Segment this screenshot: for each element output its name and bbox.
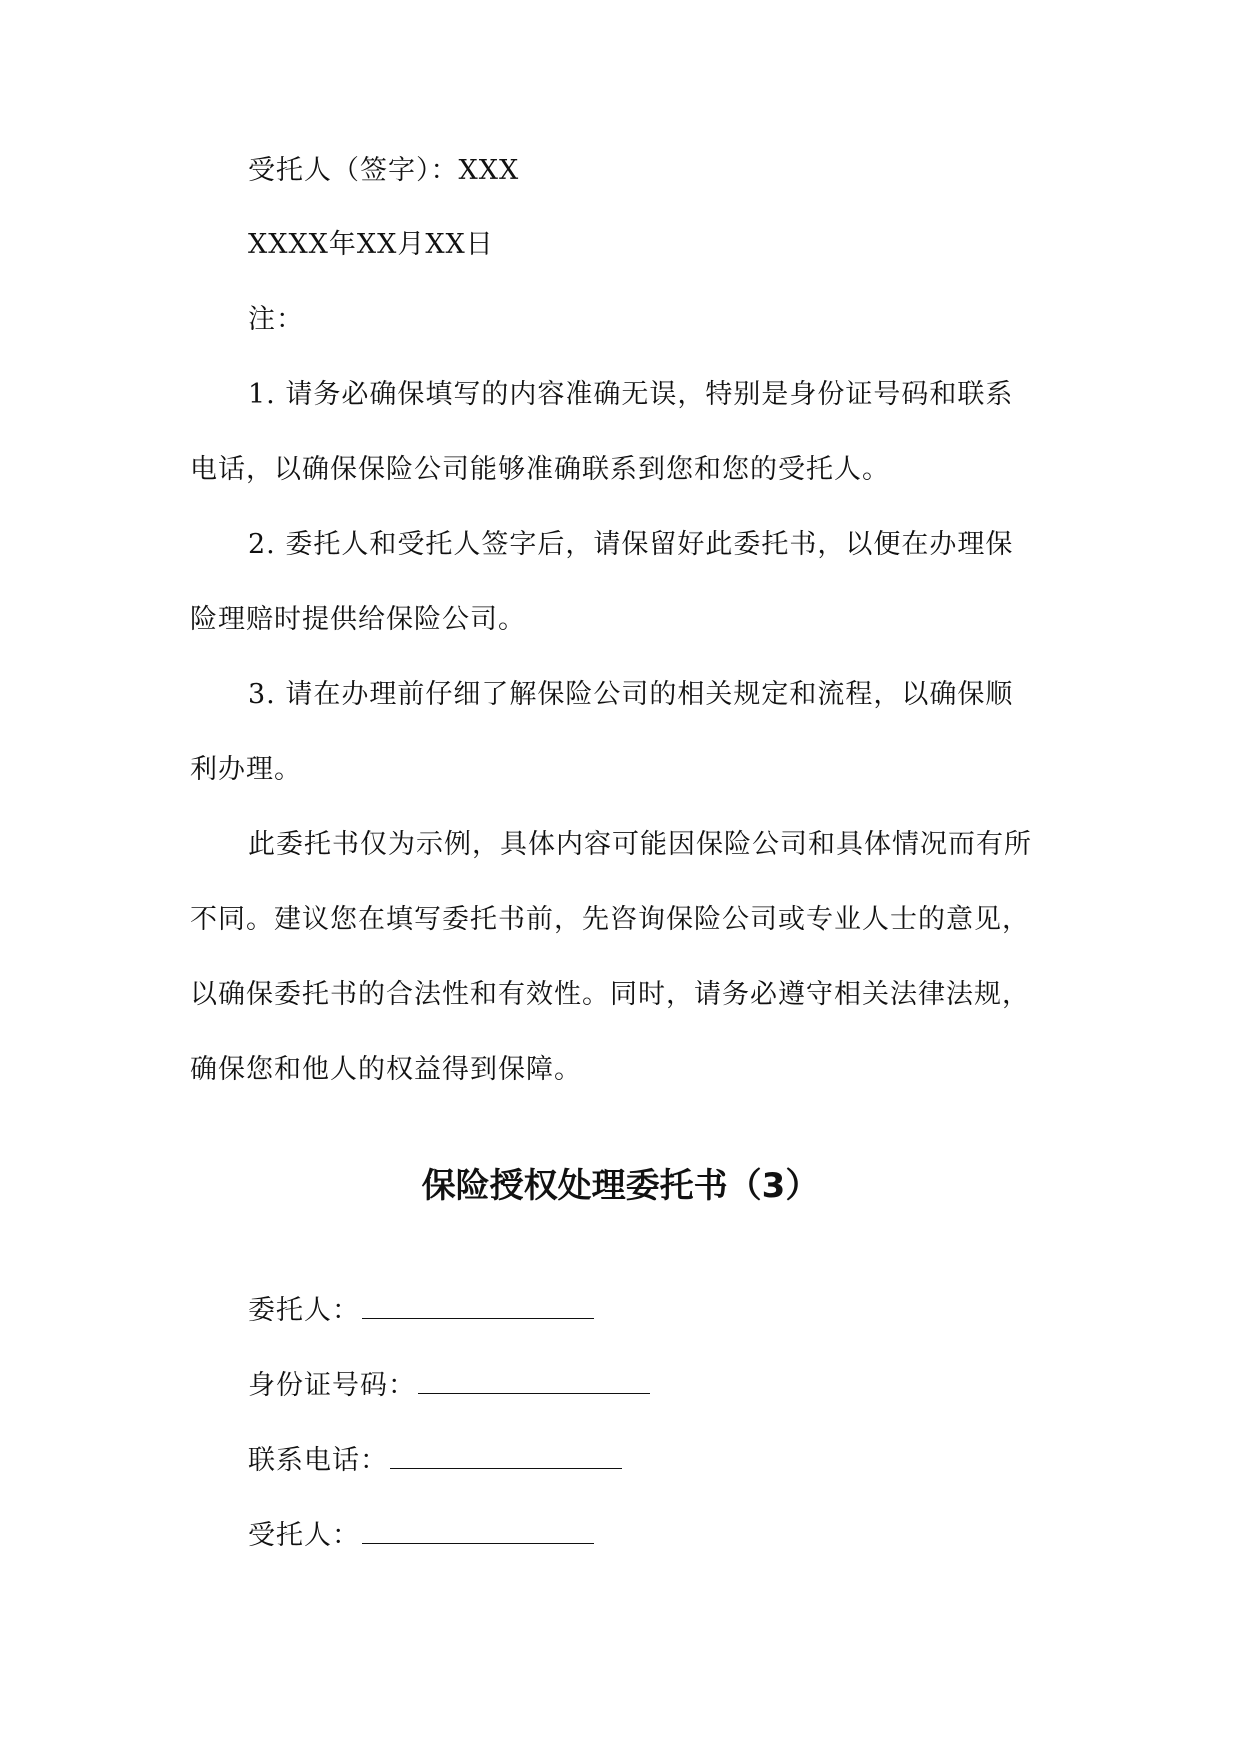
phone-field: [248, 1444, 622, 1478]
trustee-blank[interactable]: [362, 1519, 594, 1544]
principal-label: 委托人：: [248, 1295, 360, 1326]
disclaimer-line-3: 以确保委托书的合法性和有效性。同时，请务必遵守相关法律法规，: [190, 979, 1030, 1010]
id-number-blank[interactable]: [418, 1369, 650, 1394]
phone-label: 联系电话：: [248, 1445, 388, 1476]
disclaimer-line-1: 此委托书仅为示例，具体内容可能因保险公司和具体情况而有所: [248, 829, 1032, 860]
trustee-signature-line: 受托人（签字）：XXX: [248, 155, 520, 186]
id-number-field: [248, 1369, 650, 1403]
id-number-label: 身份证号码：: [248, 1370, 416, 1401]
principal-field: [248, 1294, 594, 1328]
note-3-line-2: 利办理。: [190, 754, 302, 785]
disclaimer-line-4: 确保您和他人的权益得到保障。: [190, 1054, 582, 1085]
principal-blank[interactable]: [362, 1294, 594, 1319]
note-1-line-2: 电话，以确保保险公司能够准确联系到您和您的受托人。: [190, 454, 890, 485]
note-label: 注：: [248, 304, 304, 335]
date-line: XXXX年XX月XX日: [248, 229, 494, 260]
disclaimer-line-2: 不同。建议您在填写委托书前，先咨询保险公司或专业人士的意见，: [190, 904, 1030, 935]
trustee-field: [248, 1519, 594, 1553]
section-title: 保险授权处理委托书（3）: [421, 1166, 820, 1206]
note-2-line-2: 险理赔时提供给保险公司。: [190, 604, 526, 635]
note-1-line-1: 1. 请务必确保填写的内容准确无误，特别是身份证号码和联系: [248, 379, 1014, 410]
trustee-label: 受托人：: [248, 1520, 360, 1551]
phone-blank[interactable]: [390, 1444, 622, 1469]
note-3-line-1: 3. 请在办理前仔细了解保险公司的相关规定和流程，以确保顺: [248, 679, 1014, 710]
note-2-line-1: 2. 委托人和受托人签字后，请保留好此委托书，以便在办理保: [248, 529, 1014, 560]
